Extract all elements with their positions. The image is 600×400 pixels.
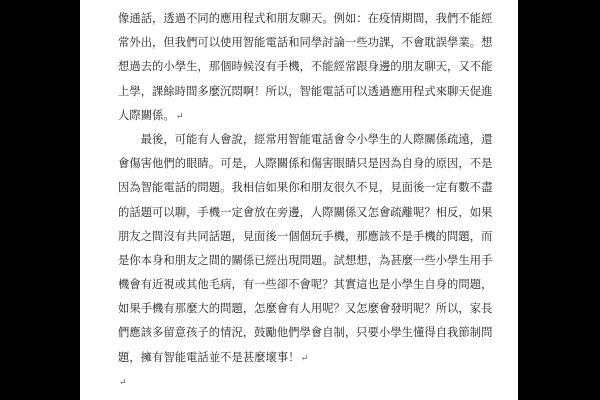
text-line (118, 346, 492, 370)
paragraph-return-mark-icon: ↵ (119, 376, 127, 387)
text-line (118, 31, 492, 55)
text-line (118, 80, 492, 104)
text-line-content: 因為智能電話的問題。我相信如果你和朋友很久不見，見面後一定有數不盡 (118, 182, 493, 195)
text-line (118, 152, 492, 176)
text-line (118, 128, 492, 152)
document-page (80, 0, 518, 400)
text-line-content: 題，擁有智能電話並不是甚麼壞事！ (118, 351, 300, 364)
text-line-content: 最後，可能有人會說，經常用智能電話會令小學生的人際關係疏遠，還 (118, 133, 493, 146)
text-line (118, 7, 492, 31)
text-line (118, 321, 492, 345)
text-line-content: 如果手機有那麼大的問題，怎麼會有人用呢？又怎麼會發明呢？所以，家長 (118, 303, 493, 316)
paragraph-return-mark-icon: ↵ (175, 110, 184, 121)
text-line-content: 上學，課餘時間多麼沉悶啊！所以，智能電話可以透過應用程式來聊天促進 (118, 85, 493, 98)
text-line-content: 機會有近視或其他毛病，有一些卻不會呢？其實這也是小學生自身的問題， (118, 279, 493, 292)
paragraph (118, 128, 492, 370)
paragraph (118, 7, 492, 128)
text-line (118, 225, 492, 249)
letterbox-left (0, 0, 80, 400)
text-line (118, 297, 492, 321)
text-line-content: 朋友之間沒有共同話題，見面後一個個玩手機，那應該不是手機的問題，而 (118, 230, 493, 243)
text-line (118, 176, 492, 200)
text-line-content: 像通話，透過不同的應用程式和朋友聊天。例如：在疫情期間，我們不能經 (118, 13, 493, 25)
text-line (118, 201, 492, 225)
text-line-content: 們應該多留意孩子的情況，鼓勵他們學會自制，只要小學生懂得自我節制問 (118, 327, 493, 340)
text-line (118, 273, 492, 297)
text-line (118, 370, 492, 394)
paragraph-return-mark-icon: ↵ (300, 352, 309, 363)
text-line-content: 的話題可以聊，手機一定會放在旁邊，人際關係又怎會疏離呢？相反，如果 (118, 206, 493, 219)
text-line (118, 104, 492, 128)
text-line-content: 是你本身和朋友之間的關係已經出現問題。試想想，為甚麼一些小學生用手 (118, 254, 493, 267)
text-line-content: 會傷害他們的眼睛。可是，人際關係和傷害眼睛只是因為自身的原因，不是 (118, 158, 493, 171)
text-line-content: 常外出，但我們可以使用智能電話和同學討論一些功課，不會耽誤學業。想 (118, 37, 493, 50)
text-line-content: 人際關係。 (118, 109, 175, 122)
text-line (118, 55, 492, 79)
text-line (118, 249, 492, 273)
letterbox-right (518, 0, 600, 400)
text-line-content: 想過去的小學生，那個時候沒有手機，不能經常跟身邊的朋友聊天，又不能 (118, 61, 493, 74)
paragraph (118, 370, 492, 394)
